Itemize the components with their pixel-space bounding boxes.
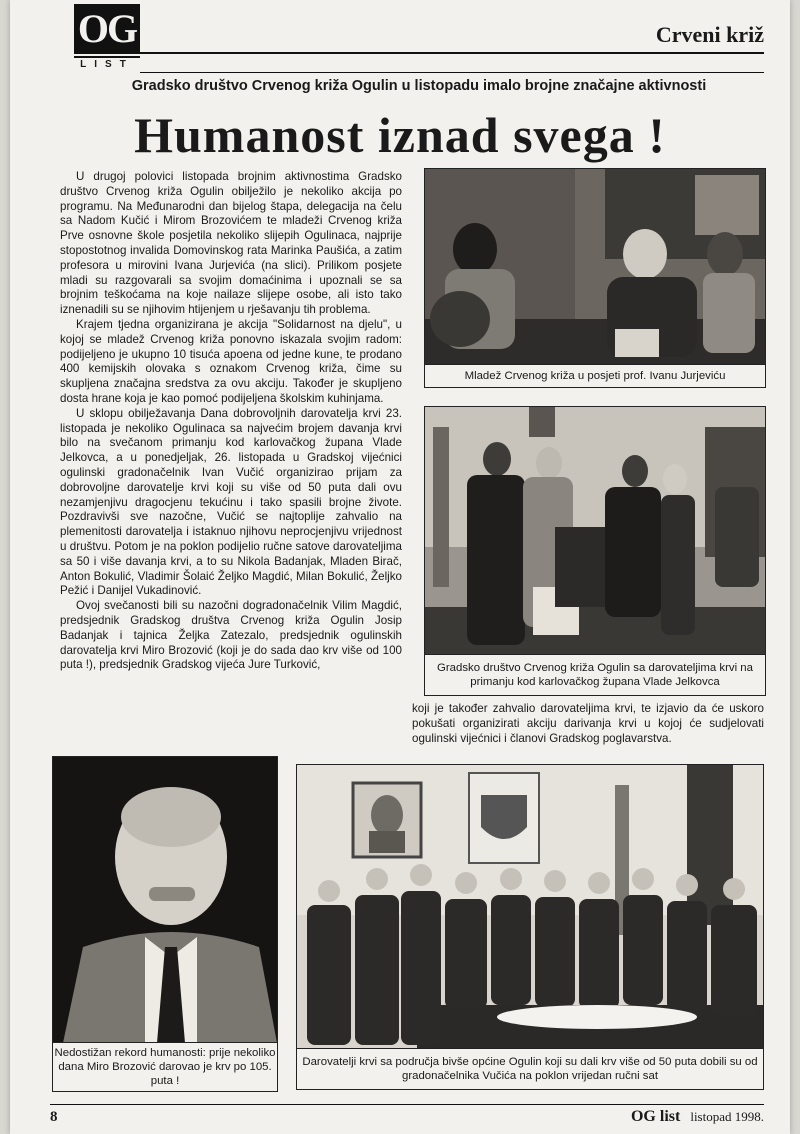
article-body — [60, 170, 402, 673]
issue-date: listopad 1998. — [690, 1109, 764, 1124]
photo-miro-brozovic — [52, 756, 278, 1044]
newspaper-page — [10, 0, 790, 1134]
page-number: 8 — [50, 1109, 58, 1125]
paragraph: U drugoj polovici listopada brojnim aktivnostima Gradsko društvo Crvenog križa Ogulin obilježilo je nekoliko akcija po programu. Na Međunarodni dan bijelog štapa, delegacija na čelu sa Nadom Kučić i Mirom Brozovićem te mladeži Crvenog križa Prve osnovne škole posjetila nekoliko slijepih Ogulinaca, najprije stopostotnog invalida Domovinskog rata Marinka Paušića, a zatim profesora u mirovini Ivana Jurjevića (na slici). Prilikom posjete mladi su razgovarali sa svojim domaćinima i upoznali se sa brojnim teškoćama na koje nailaze slijepe osobe, ali isto tako iznenadili su se njihovim htijenjem u rješavanju tih problema. — [60, 170, 402, 317]
article-headline: Humanost iznad svega ! — [134, 107, 666, 163]
header-rule-thin — [140, 72, 764, 73]
article-subtitle: Gradsko društvo Crvenog križa Ogulin u listopadu imalo brojne značajne aktivnosti — [131, 78, 707, 94]
paragraph: koji je također zahvalio darovateljima krvi, te izjavio da će uskoro pokušati organizirati akciju darivanja krvi u kojoj će sudjelovati ogulinski vijećnici i članovi Gradskog poglavarstva. — [412, 702, 764, 745]
article-continuation — [412, 702, 764, 746]
photo1-caption: Mladež Crvenog križa u posjeti prof. Ivanu Jurjeviću — [424, 364, 766, 388]
og-list-logo — [74, 4, 140, 72]
footer-rule — [50, 1104, 764, 1105]
paragraph: U sklopu obilježavanja Dana dobrovoljnih darovatelja krvi 23. listopada je nekoliko Ogulinaca sa najvećim brojem davanja krvi bilo na svečanom primanju kod karlovačkog župana Vlade Jelkovca, a u ponedjeljak, 26. listopada u Gradskoj vijećnici ogulinski gradonačelnik Ivan Vučić organizirao prijam za dobrovoljne darovatelje krvi koji su više od 50 puta dali ovu nezamjenjivu dragocjenu tekućinu i tako spasili brojne živote. Pozdravivši sve nazočne, Vučić se najtoplije zahvalio na plemenitosti darovatelja i istaknuo njihovu neprocjenjivu vrijednost u društvu. Potom je na poklon podijelio ručne satove darovateljima sa 50 i više davanja krvi, a to su Nikola Badanjak, Mladen Birač, Anton Bokulić, Vladimir Šolaić Željko Magdić, Milan Bokulić, Željko Pežić i Danijel Vukadinović. — [60, 406, 402, 598]
photo-county-reception — [424, 406, 766, 656]
publication-name: OG list — [630, 1108, 681, 1125]
logo-og-text: OG — [74, 4, 140, 54]
photo4-caption: Darovatelji krvi sa područja bivše općine Ogulin koji su dali krv više od 50 puta dobili su od gradonačelnika Vučića na poklon vrijedan ručni sat — [296, 1048, 764, 1090]
section-title: Crveni križ — [655, 22, 764, 47]
paragraph: Krajem tjedna organizirana je akcija "Solidarnost na djelu", u kojoj se mladež Crvenog križa ponovno iskazala svojim radom: podijeljeno je ukupno 10 tisuća apoena od jedne kune, te prodano 400 kemijskih olovaka s oznakom Crvenog križa, čime su skupljena značajna sredstva za ovu akciju. Također je skupljeno dosta hrane koja je kao pomoć podijeljena školskim kuhinjama. — [60, 317, 402, 405]
paragraph: Ovoj svečanosti bili su nazočni dogradonačelnik Vilim Magdić, predsjednik Gradskog društva Crvenog križa Ogulin Josip Badanjak i tajnica Željka Zatezalo, predsjednik ogulinskih darovatelja krvi Miro Brozović (koji je do sada dao krv više od 100 puta !), predsjednik Gradskog vijeća Jure Turković, — [60, 599, 402, 672]
footer-publication — [631, 1108, 764, 1126]
photo3-caption: Nedostižan rekord humanosti: prije nekoliko dana Miro Brozović darovao je krv po 105. puta ! — [52, 1042, 278, 1092]
photo2-caption: Gradsko društvo Crvenog križa Ogulin sa darovateljima krvi na primanju kod karlovačkog župana Vlade Jelkovca — [424, 654, 766, 696]
photo-city-hall-donors — [296, 764, 764, 1050]
header-rule — [74, 52, 764, 54]
logo-list-text: LIST — [74, 56, 140, 72]
photo-youth-visit — [424, 168, 766, 366]
